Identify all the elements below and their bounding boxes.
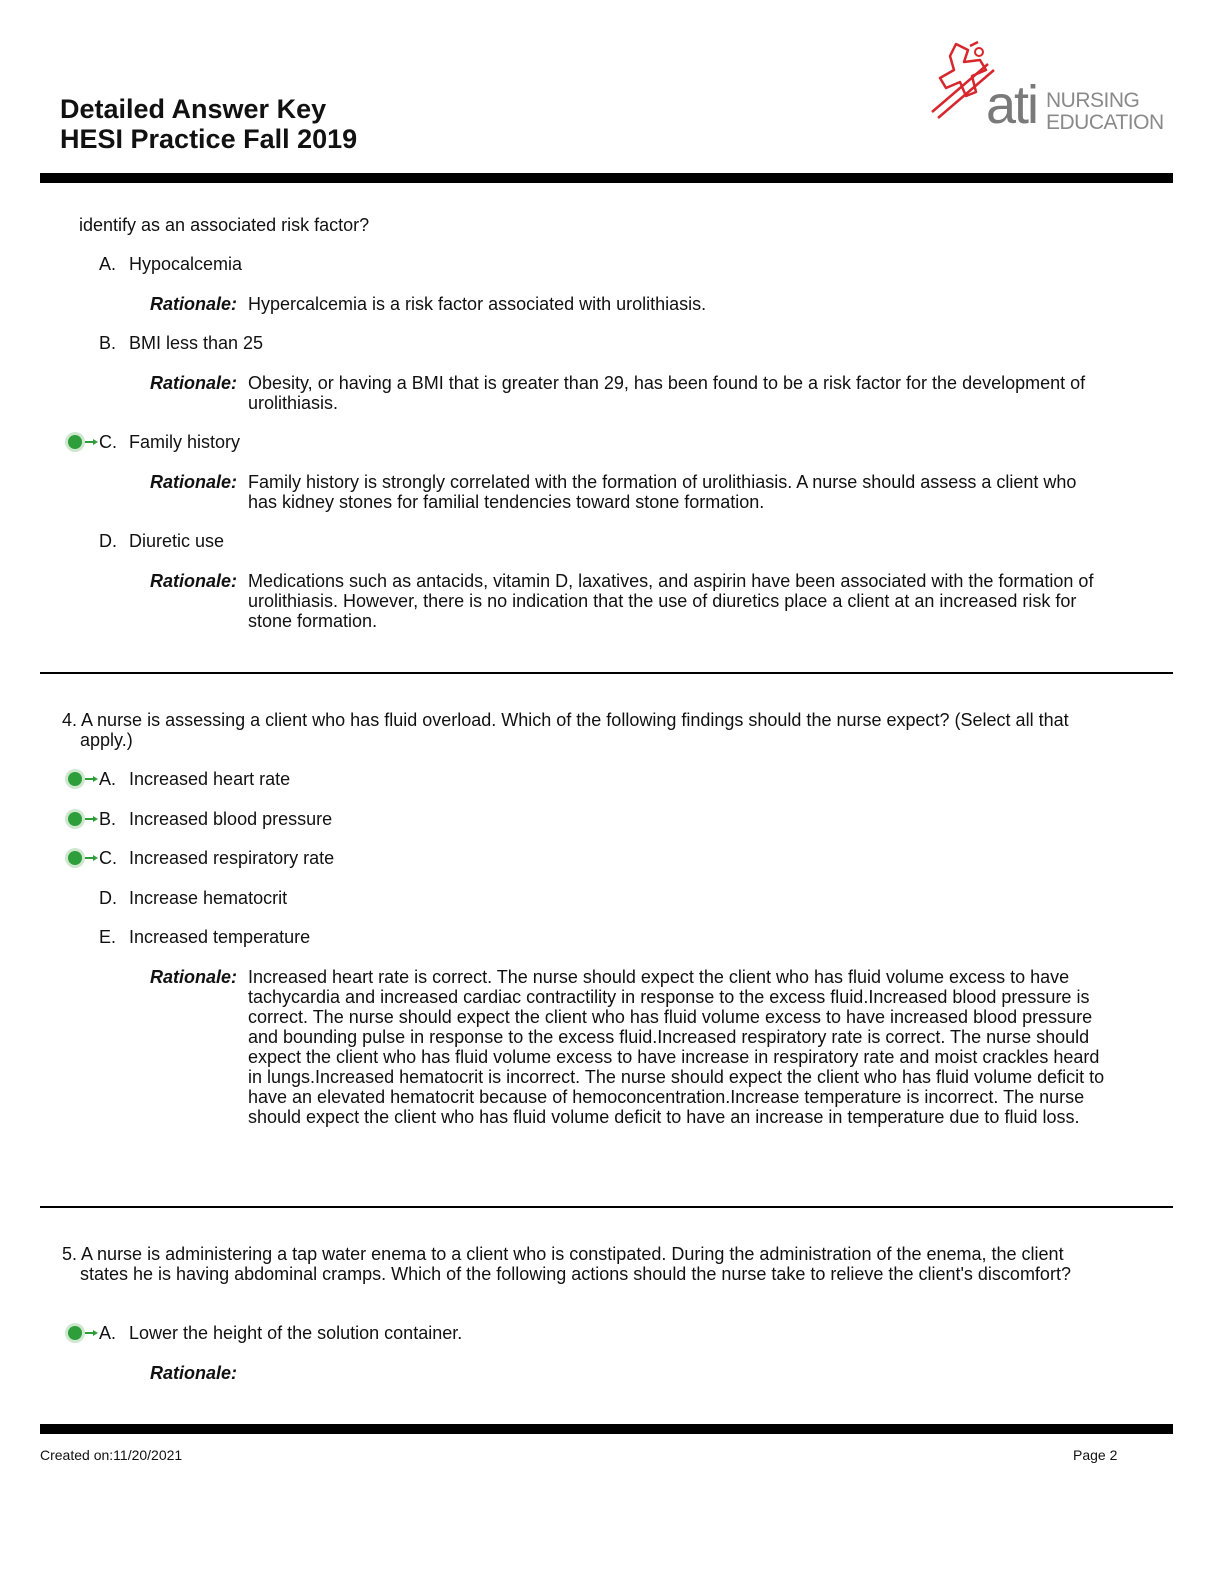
header-divider bbox=[40, 173, 1173, 183]
rationale-text: Hypercalcemia is a risk factor associated with urolithiasis. bbox=[248, 294, 707, 314]
question-divider bbox=[40, 1206, 1173, 1208]
created-date: 11/20/2021 bbox=[113, 1447, 183, 1463]
q3-rationale-c bbox=[150, 472, 1110, 512]
q3-option-c bbox=[99, 432, 240, 452]
option-letter: E. bbox=[99, 927, 117, 947]
option-text: BMI less than 25 bbox=[129, 333, 264, 353]
option-text: Increased temperature bbox=[129, 927, 311, 947]
option-letter: B. bbox=[99, 333, 117, 353]
rationale-label: Rationale: bbox=[150, 571, 238, 591]
created-on bbox=[40, 1447, 182, 1463]
created-label: Created on: bbox=[40, 1447, 114, 1463]
q4-option-e bbox=[99, 927, 310, 947]
rationale-text: Increased heart rate is correct. The nurse should expect the client who has fluid volume excess to have tachycardia and increased cardiac contractility in response to the excess fluid.Increased blood pressure is correct. The nurse should expect the client who has fluid volume excess to have increased blood pressure and bounding pulse in response to the excess fluid.Increased respiratory rate is correct. The nurse should expect the client who has fluid volume excess to have increase in respiratory rate and moist crackles heard in lungs.Increased hematocrit is incorrect. The nurse should expect the client who has fluid volume deficit to have an elevated hematocrit because of hemoconcentration.Increase temperature is incorrect. The nurse should expect the client who has fluid volume deficit to have an increase in temperature due to fluid loss. bbox=[248, 967, 1105, 1127]
q4-rationale bbox=[150, 967, 1110, 1127]
option-letter: D. bbox=[99, 888, 117, 908]
rationale-label: Rationale: bbox=[150, 967, 238, 987]
rationale-label: Rationale: bbox=[150, 472, 238, 492]
option-text: Lower the height of the solution container. bbox=[129, 1323, 463, 1343]
logo-line-1: NURSING bbox=[1046, 89, 1140, 112]
option-letter: D. bbox=[99, 531, 117, 551]
logo-line-2: EDUCATION bbox=[1046, 111, 1164, 134]
option-text: Family history bbox=[129, 432, 241, 452]
option-letter: A. bbox=[99, 1323, 117, 1343]
title-line-2: HESI Practice Fall 2019 bbox=[60, 124, 358, 154]
q3-option-b bbox=[99, 333, 263, 353]
rationale-label: Rationale: bbox=[150, 294, 238, 314]
option-text: Increase hematocrit bbox=[129, 888, 288, 908]
q3-rationale-b bbox=[150, 373, 1110, 413]
question-text: A nurse is assessing a client who has fluid overload. Which of the following findings should the nurse expect? (Select all that apply.) bbox=[80, 710, 1069, 750]
option-letter: A. bbox=[99, 769, 117, 789]
correct-answer-icon bbox=[63, 430, 99, 454]
q4-stem bbox=[62, 710, 1112, 750]
q3-rationale-d bbox=[150, 571, 1110, 631]
question-text: A nurse is administering a tap water enema to a client who is constipated. During the administration of the enema, the client states he is having abdominal cramps. Which of the following actions should the nurse take to relieve the client's discomfort? bbox=[80, 1244, 1071, 1284]
correct-answer-icon bbox=[63, 807, 99, 831]
option-text: Hypocalcemia bbox=[129, 254, 243, 274]
option-text: Increased blood pressure bbox=[129, 809, 333, 829]
page-label: Page bbox=[1073, 1447, 1106, 1463]
rationale-text: Medications such as antacids, vitamin D, laxatives, and aspirin have been associated with the formation of urolithiasis. However, there is no indication that the use of diuretics place a client at an increased risk for stone formation. bbox=[248, 571, 1094, 631]
q4-option-d bbox=[99, 888, 287, 908]
option-text: Increased heart rate bbox=[129, 769, 291, 789]
option-letter: A. bbox=[99, 254, 117, 274]
ati-logo bbox=[928, 40, 1164, 140]
option-text: Increased respiratory rate bbox=[129, 848, 335, 868]
footer-divider bbox=[40, 1424, 1173, 1434]
q5-option-a bbox=[99, 1323, 462, 1343]
page-number bbox=[1073, 1447, 1117, 1463]
page-value: 2 bbox=[1109, 1447, 1118, 1463]
correct-answer-icon bbox=[63, 767, 99, 791]
title-line-1: Detailed Answer Key bbox=[60, 94, 327, 124]
q5-stem bbox=[62, 1244, 1112, 1284]
question-number: 4. bbox=[62, 710, 78, 730]
option-letter: C. bbox=[99, 848, 117, 868]
logo-brand: ati bbox=[986, 75, 1038, 135]
q3-stem-tail: identify as an associated risk factor? bbox=[79, 215, 370, 235]
q4-option-b bbox=[99, 809, 332, 829]
option-text: Diuretic use bbox=[129, 531, 225, 551]
document-title bbox=[60, 94, 357, 154]
question-divider bbox=[40, 672, 1173, 674]
question-number: 5. bbox=[62, 1244, 78, 1264]
correct-answer-icon bbox=[63, 1321, 99, 1345]
rationale-label: Rationale: bbox=[150, 1363, 238, 1383]
q3-rationale-a bbox=[150, 294, 1110, 314]
rationale-text: Obesity, or having a BMI that is greater than 29, has been found to be a risk factor for the development of urolithiasis. bbox=[248, 373, 1086, 413]
option-letter: B. bbox=[99, 809, 117, 829]
option-letter: C. bbox=[99, 432, 117, 452]
q4-option-a bbox=[99, 769, 290, 789]
correct-answer-icon bbox=[63, 846, 99, 870]
rationale-label: Rationale: bbox=[150, 373, 238, 393]
q4-option-c bbox=[99, 848, 334, 868]
rationale-text: Family history is strongly correlated with the formation of urolithiasis. A nurse should assess a client who has kidney stones for familial tendencies toward stone formation. bbox=[248, 472, 1077, 512]
q3-option-a bbox=[99, 254, 242, 274]
q3-option-d bbox=[99, 531, 224, 551]
